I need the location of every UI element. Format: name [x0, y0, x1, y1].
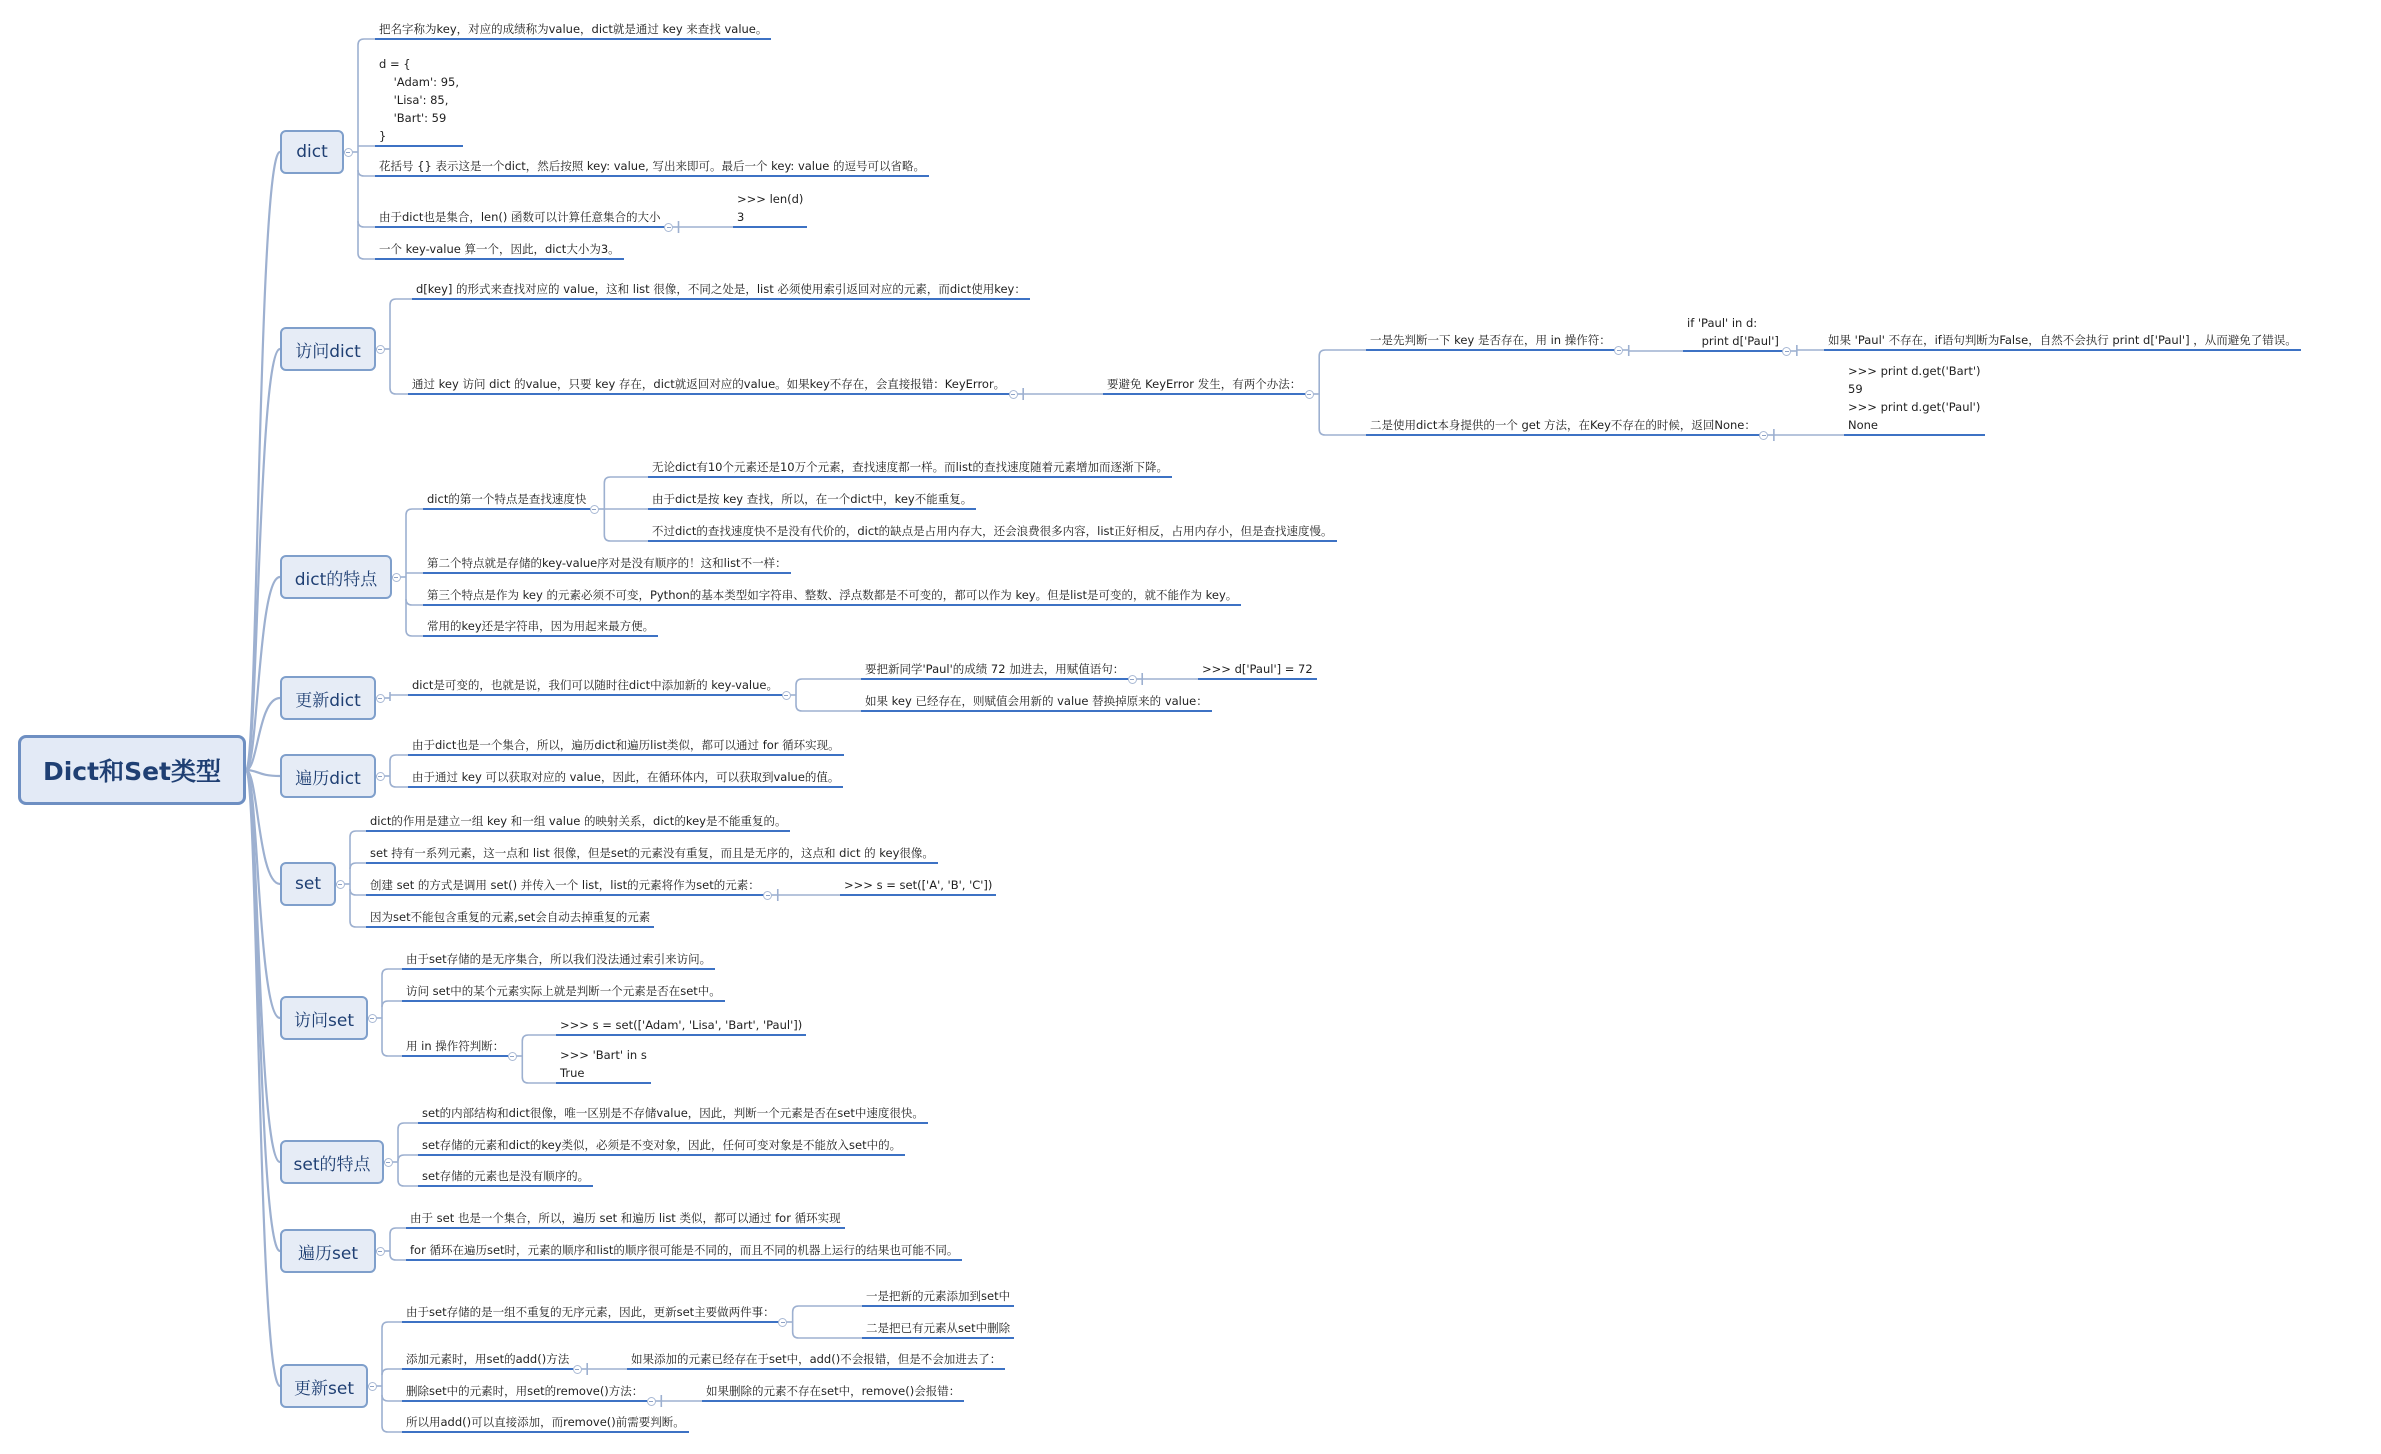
subtopic[interactable]: 由于dict也是集合，len() 函数可以计算任意集合的大小 — [375, 208, 665, 228]
branch-9[interactable]: 更新set — [280, 1364, 368, 1408]
collapse-toggle-icon[interactable] — [1128, 675, 1137, 684]
branch-2[interactable]: dict的特点 — [280, 555, 392, 599]
branch-0[interactable]: dict — [280, 130, 344, 174]
subtopic[interactable]: 添加元素时，用set的add()方法 — [402, 1350, 573, 1370]
subtopic[interactable]: 要避免 KeyError 发生，有两个办法： — [1103, 375, 1305, 395]
subtopic[interactable]: set 持有一系列元素，这一点和 list 很像，但是set的元素没有重复，而且是无序的，这点和 dict 的 key很像。 — [366, 844, 938, 864]
subtopic[interactable]: 一是把新的元素添加到set中 — [862, 1287, 1014, 1307]
collapse-toggle-icon[interactable] — [384, 1158, 393, 1167]
collapse-toggle-icon[interactable] — [376, 772, 385, 781]
subtopic[interactable]: 由于dict是按 key 查找，所以，在一个dict中，key不能重复。 — [648, 490, 976, 510]
branch-3[interactable]: 更新dict — [280, 676, 376, 720]
subtopic[interactable]: 不过dict的查找速度快不是没有代价的，dict的缺点是占用内存大，还会浪费很多内容，list正好相反，占用内存小，但是查找速度慢。 — [648, 522, 1337, 542]
subtopic[interactable]: 由于通过 key 可以获取对应的 value，因此，在循环体内，可以获取到value的值。 — [408, 768, 843, 788]
subtopic[interactable]: 由于set存储的是一组不重复的无序元素，因此，更新set主要做两件事： — [402, 1303, 779, 1323]
branch-8[interactable]: 遍历set — [280, 1229, 376, 1273]
subtopic[interactable]: 由于 set 也是一个集合，所以，遍历 set 和遍历 list 类似，都可以通过 for 循环实现 — [406, 1209, 845, 1229]
subtopic[interactable]: d[key] 的形式来查找对应的 value，这和 list 很像，不同之处是，list 必须使用索引返回对应的元素，而dict使用key： — [412, 280, 1030, 300]
collapse-toggle-icon[interactable] — [368, 1014, 377, 1023]
branch-4[interactable]: 遍历dict — [280, 754, 376, 798]
subtopic[interactable]: set的内部结构和dict很像，唯一区别是不存储value，因此，判断一个元素是否在set中速度很快。 — [418, 1104, 928, 1124]
root-topic[interactable]: Dict和Set类型 — [18, 735, 246, 805]
subtopic[interactable]: 无论dict有10个元素还是10万个元素，查找速度都一样。而list的查找速度随着元素增加而逐渐下降。 — [648, 458, 1172, 478]
collapse-toggle-icon[interactable] — [1759, 431, 1768, 440]
collapse-toggle-icon[interactable] — [1782, 347, 1791, 356]
collapse-toggle-icon[interactable] — [647, 1397, 656, 1406]
subtopic[interactable]: 要把新同学'Paul'的成绩 72 加进去，用赋值语句： — [861, 660, 1128, 680]
collapse-toggle-icon[interactable] — [1009, 390, 1018, 399]
subtopic[interactable]: d = { 'Adam': 95, 'Lisa': 85, 'Bart': 59 } — [375, 55, 463, 147]
collapse-toggle-icon[interactable] — [376, 694, 385, 703]
subtopic[interactable]: 如果添加的元素已经存在于set中，add()不会报错，但是不会加进去了： — [627, 1350, 1005, 1370]
branch-6[interactable]: 访问set — [280, 996, 368, 1040]
subtopic[interactable]: set存储的元素也是没有顺序的。 — [418, 1167, 593, 1187]
collapse-toggle-icon[interactable] — [573, 1365, 582, 1374]
subtopic[interactable]: 第三个特点是作为 key 的元素必须不可变，Python的基本类型如字符串、整数、浮点数都是不可变的，都可以作为 key。但是list是可变的，就不能作为 key。 — [423, 586, 1241, 606]
subtopic[interactable]: >>> s = set(['A', 'B', 'C']) — [840, 876, 996, 896]
collapse-toggle-icon[interactable] — [392, 573, 401, 582]
collapse-toggle-icon[interactable] — [782, 691, 791, 700]
subtopic[interactable]: >>> d['Paul'] = 72 — [1198, 660, 1317, 680]
subtopic[interactable]: for 循环在遍历set时，元素的顺序和list的顺序很可能是不同的，而且不同的机器上运行的结果也可能不同。 — [406, 1241, 962, 1261]
subtopic[interactable]: >>> 'Bart' in s True — [556, 1046, 651, 1084]
subtopic[interactable]: 如果 'Paul' 不存在，if语句判断为False，自然不会执行 print d['Paul'] ，从而避免了错误。 — [1824, 331, 2301, 351]
subtopic[interactable]: 访问 set中的某个元素实际上就是判断一个元素是否在set中。 — [402, 982, 725, 1002]
subtopic[interactable]: 通过 key 访问 dict 的value，只要 key 存在，dict就返回对应的value。如果key不存在，会直接报错：KeyError。 — [408, 375, 1009, 395]
subtopic[interactable]: 所以用add()可以直接添加，而remove()前需要判断。 — [402, 1413, 689, 1433]
subtopic[interactable]: >>> len(d) 3 — [733, 190, 807, 228]
subtopic[interactable]: dict的第一个特点是查找速度快 — [423, 490, 590, 510]
subtopic[interactable]: dict的作用是建立一组 key 和一组 value 的映射关系，dict的key是不能重复的。 — [366, 812, 790, 832]
collapse-toggle-icon[interactable] — [368, 1382, 377, 1391]
collapse-toggle-icon[interactable] — [344, 148, 353, 157]
subtopic[interactable]: 把名字称为key，对应的成绩称为value，dict就是通过 key 来查找 value。 — [375, 20, 771, 40]
subtopic[interactable]: 因为set不能包含重复的元素,set会自动去掉重复的元素 — [366, 908, 654, 928]
subtopic[interactable]: 花括号 {} 表示这是一个dict，然后按照 key: value, 写出来即可。最后一个 key: value 的逗号可以省略。 — [375, 157, 929, 177]
subtopic[interactable]: 如果 key 已经存在，则赋值会用新的 value 替换掉原来的 value： — [861, 692, 1212, 712]
collapse-toggle-icon[interactable] — [1614, 346, 1623, 355]
collapse-toggle-icon[interactable] — [376, 1247, 385, 1256]
subtopic[interactable]: 常用的key还是字符串，因为用起来最方便。 — [423, 617, 658, 637]
subtopic[interactable]: dict是可变的，也就是说，我们可以随时往dict中添加新的 key-value。 — [408, 676, 782, 696]
subtopic[interactable]: 创建 set 的方式是调用 set() 并传入一个 list，list的元素将作为set的元素： — [366, 876, 764, 896]
subtopic[interactable]: 删除set中的元素时，用set的remove()方法： — [402, 1382, 647, 1402]
collapse-toggle-icon[interactable] — [590, 505, 599, 514]
subtopic[interactable]: 第二个特点就是存储的key-value序对是没有顺序的！这和list不一样： — [423, 554, 791, 574]
branch-7[interactable]: set的特点 — [280, 1140, 384, 1184]
subtopic[interactable]: 二是把已有元素从set中删除 — [862, 1319, 1014, 1339]
branch-5[interactable]: set — [280, 862, 336, 906]
collapse-toggle-icon[interactable] — [376, 345, 385, 354]
collapse-toggle-icon[interactable] — [1305, 390, 1314, 399]
subtopic[interactable]: if 'Paul' in d: print d['Paul'] — [1683, 314, 1783, 352]
collapse-toggle-icon[interactable] — [336, 880, 345, 889]
subtopic[interactable]: 一个 key-value 算一个，因此，dict大小为3。 — [375, 240, 624, 260]
subtopic[interactable]: 由于set存储的是无序集合，所以我们没法通过索引来访问。 — [402, 950, 715, 970]
subtopic[interactable]: 如果删除的元素不存在set中，remove()会报错： — [702, 1382, 964, 1402]
subtopic[interactable]: set存储的元素和dict的key类似，必须是不变对象，因此，任何可变对象是不能放入set中的。 — [418, 1136, 905, 1156]
branch-1[interactable]: 访问dict — [280, 327, 376, 371]
collapse-toggle-icon[interactable] — [508, 1052, 517, 1061]
subtopic[interactable]: 用 in 操作符判断： — [402, 1037, 508, 1057]
subtopic[interactable]: 二是使用dict本身提供的一个 get 方法，在Key不存在的时候，返回None： — [1366, 416, 1760, 436]
subtopic[interactable]: >>> print d.get('Bart') 59 >>> print d.get('Paul') None — [1844, 362, 1985, 436]
collapse-toggle-icon[interactable] — [763, 891, 772, 900]
subtopic[interactable]: 一是先判断一下 key 是否存在，用 in 操作符： — [1366, 331, 1615, 351]
collapse-toggle-icon[interactable] — [664, 223, 673, 232]
subtopic[interactable]: 由于dict也是一个集合，所以，遍历dict和遍历list类似，都可以通过 for 循环实现。 — [408, 736, 844, 756]
collapse-toggle-icon[interactable] — [778, 1318, 787, 1327]
subtopic[interactable]: >>> s = set(['Adam', 'Lisa', 'Bart', 'Paul']) — [556, 1016, 806, 1036]
